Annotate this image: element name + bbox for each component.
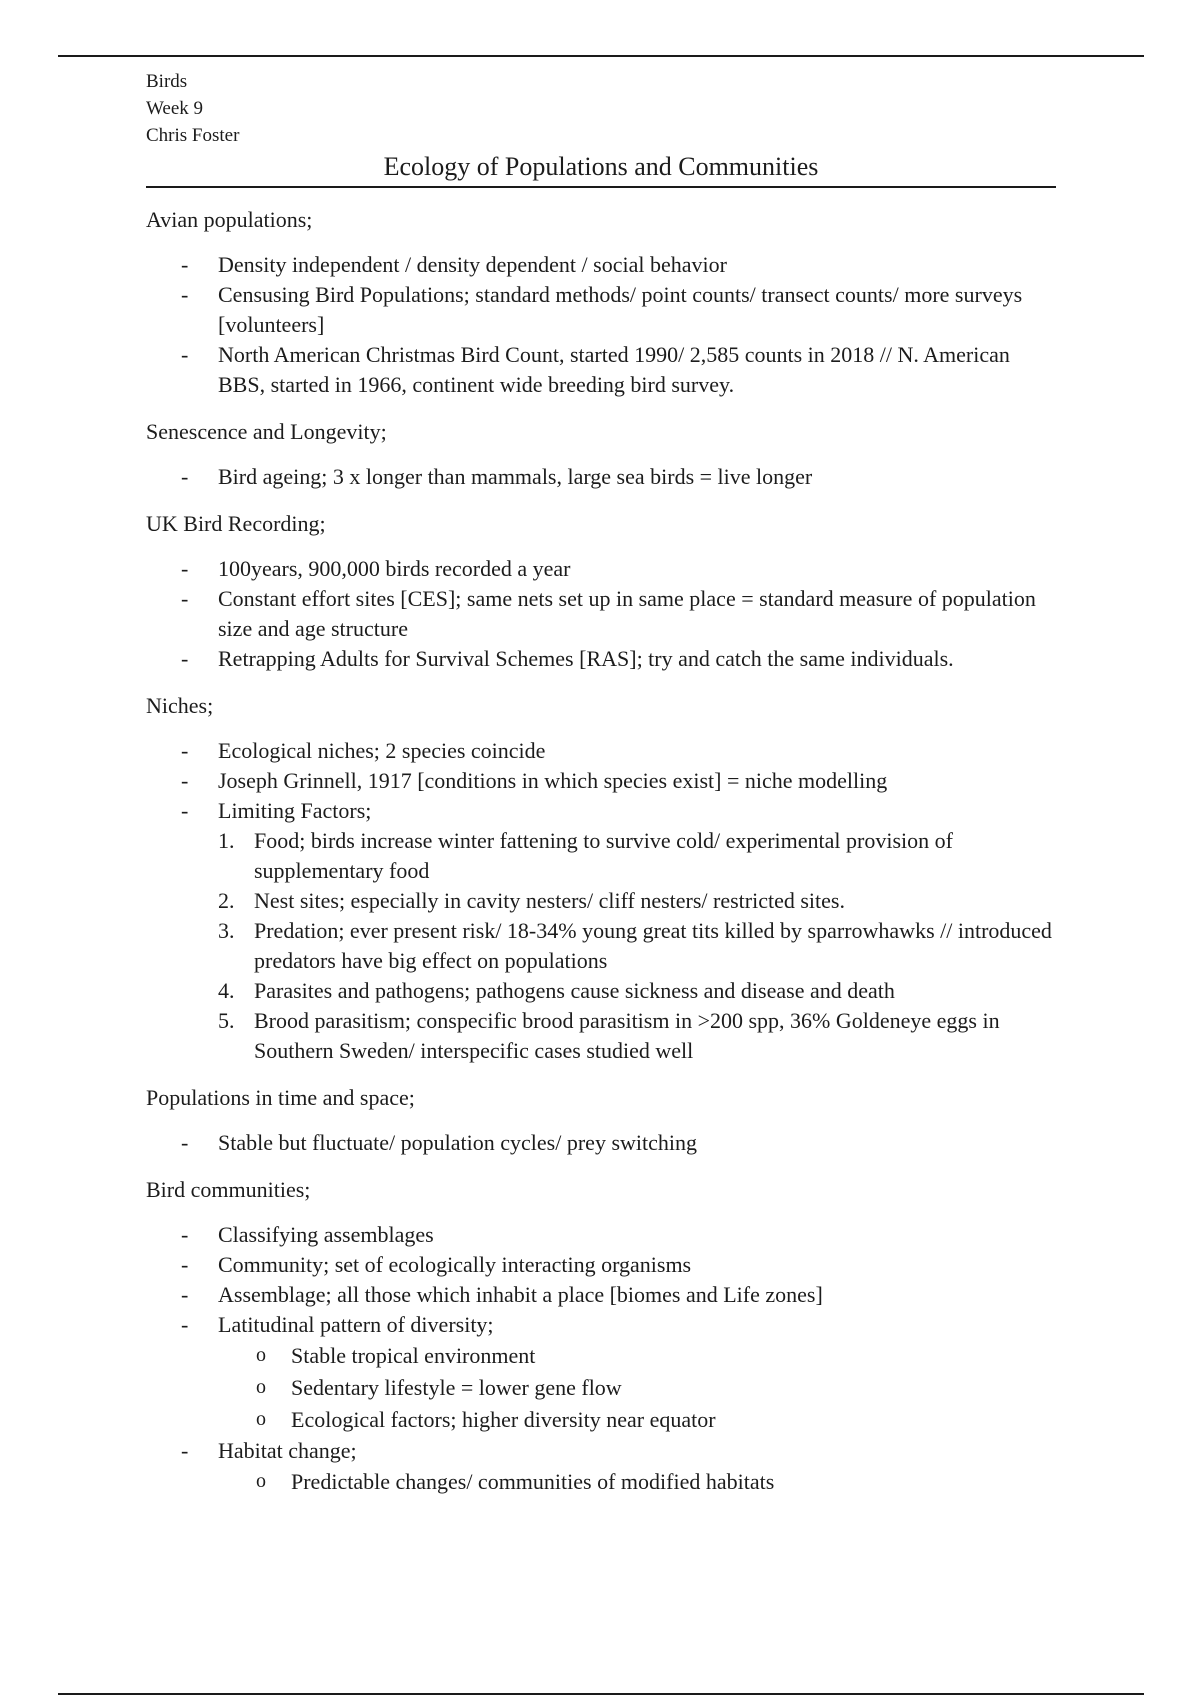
dash-bullet: - (181, 798, 189, 823)
section-heading: Senescence and Longevity; (146, 419, 387, 444)
numbered-item: 2. Nest sites; especially in cavity nesters/ cliff nesters/ restricted sites. (146, 886, 1056, 916)
dash-bullet: - (181, 738, 189, 763)
item-number: 2. (218, 888, 235, 913)
list-item: - Stable but fluctuate/ population cycles/ prey switching (146, 1128, 1056, 1158)
section-niches (146, 691, 1056, 1066)
dash-bullet: - (181, 1222, 189, 1247)
section-heading: Niches; (146, 693, 214, 718)
section-avian-populations (146, 205, 1056, 400)
dash-bullet: - (181, 646, 189, 671)
numbered-item: 1. Food; birds increase winter fattening to survive cold/ experimental provision of supplementary food (218, 828, 953, 883)
list-item: - Constant effort sites [CES]; same nets set up in same place = standard measure of population size and age structure (181, 586, 1036, 641)
sub-list-item: o Predictable changes/ communities of modified habitats (146, 1466, 1056, 1498)
list-item: - Latitudinal pattern of diversity; (146, 1310, 1056, 1340)
dash-bullet: - (181, 1252, 189, 1277)
dash-bullet: - (181, 342, 189, 367)
list-item: - Joseph Grinnell, 1917 [conditions in which species exist] = niche modelling (146, 766, 1056, 796)
list-item: - Community; set of ecologically interacting organisms (146, 1250, 1056, 1280)
circle-bullet: o (256, 1470, 266, 1492)
top-rule (58, 55, 1144, 57)
document-page (146, 68, 1056, 1498)
item-number: 1. (218, 828, 235, 853)
section-heading: Populations in time and space; (146, 1085, 415, 1110)
numbered-item: 5. Brood parasitism; conspecific brood parasitism in >200 spp, 36% Goldeneye eggs in Southern Sweden/ interspecific cases studied well (218, 1008, 1000, 1063)
numbered-item: 3. Predation; ever present risk/ 18-34% young great tits killed by sparrowhawks // introduced predators have big effect on populations (218, 918, 1052, 973)
list-item: - Retrapping Adults for Survival Schemes [RAS]; try and catch the same individuals. (146, 644, 1056, 674)
circle-bullet: o (256, 1344, 266, 1366)
dash-bullet: - (181, 1438, 189, 1463)
item-number: 4. (218, 978, 235, 1003)
list-item: - Censusing Bird Populations; standard methods/ point counts/ transect counts/ more surveys [volunteers] (181, 282, 1023, 337)
circle-bullet: o (256, 1408, 266, 1430)
dash-bullet: - (181, 1130, 189, 1155)
item-number: 5. (218, 1008, 235, 1033)
section-heading: UK Bird Recording; (146, 511, 326, 536)
list-item: - Habitat change; (146, 1436, 1056, 1466)
dash-bullet: - (181, 1312, 189, 1337)
author-name: Chris Foster (146, 125, 240, 146)
item-number: 3. (218, 918, 235, 943)
bottom-rule (58, 1693, 1144, 1695)
list-item: - North American Christmas Bird Count, started 1990/ 2,585 counts in 2018 // N. American BBS, started in 1966, continent wide breeding bird survey. (181, 342, 1010, 397)
dash-bullet: - (181, 1282, 189, 1307)
list-item: - Assemblage; all those which inhabit a place [biomes and Life zones] (146, 1280, 1056, 1310)
dash-bullet: - (181, 464, 189, 489)
circle-bullet: o (256, 1376, 266, 1398)
sub-list-item: o Ecological factors; higher diversity near equator (146, 1404, 1056, 1436)
sub-list-item: o Sedentary lifestyle = lower gene flow (146, 1372, 1056, 1404)
dash-bullet: - (181, 252, 189, 277)
list-item: - Classifying assemblages (146, 1220, 1056, 1250)
list-item: - 100years, 900,000 birds recorded a year (146, 554, 1056, 584)
dash-bullet: - (181, 586, 189, 611)
dash-bullet: - (181, 768, 189, 793)
section-uk-bird-recording (146, 509, 1056, 674)
list-item: - Limiting Factors; (146, 796, 1056, 826)
numbered-item: 4. Parasites and pathogens; pathogens cause sickness and disease and death (146, 976, 1056, 1006)
list-item: - Ecological niches; 2 species coincide (146, 736, 1056, 766)
dash-bullet: - (181, 282, 189, 307)
section-senescence (146, 417, 1056, 492)
sub-list-item: o Stable tropical environment (146, 1340, 1056, 1372)
section-heading: Avian populations; (146, 207, 313, 232)
section-bird-communities (146, 1175, 1056, 1498)
course-name: Birds (146, 71, 188, 92)
section-populations-time-space (146, 1083, 1056, 1158)
section-heading: Bird communities; (146, 1177, 311, 1202)
page-title: Ecology of Populations and Communities (146, 149, 1056, 188)
list-item: - Density independent / density dependent / social behavior (146, 250, 1056, 280)
doc-meta (146, 68, 1056, 149)
list-item: - Bird ageing; 3 x longer than mammals, large sea birds = live longer (146, 462, 1056, 492)
week-label: Week 9 (146, 98, 204, 119)
dash-bullet: - (181, 556, 189, 581)
